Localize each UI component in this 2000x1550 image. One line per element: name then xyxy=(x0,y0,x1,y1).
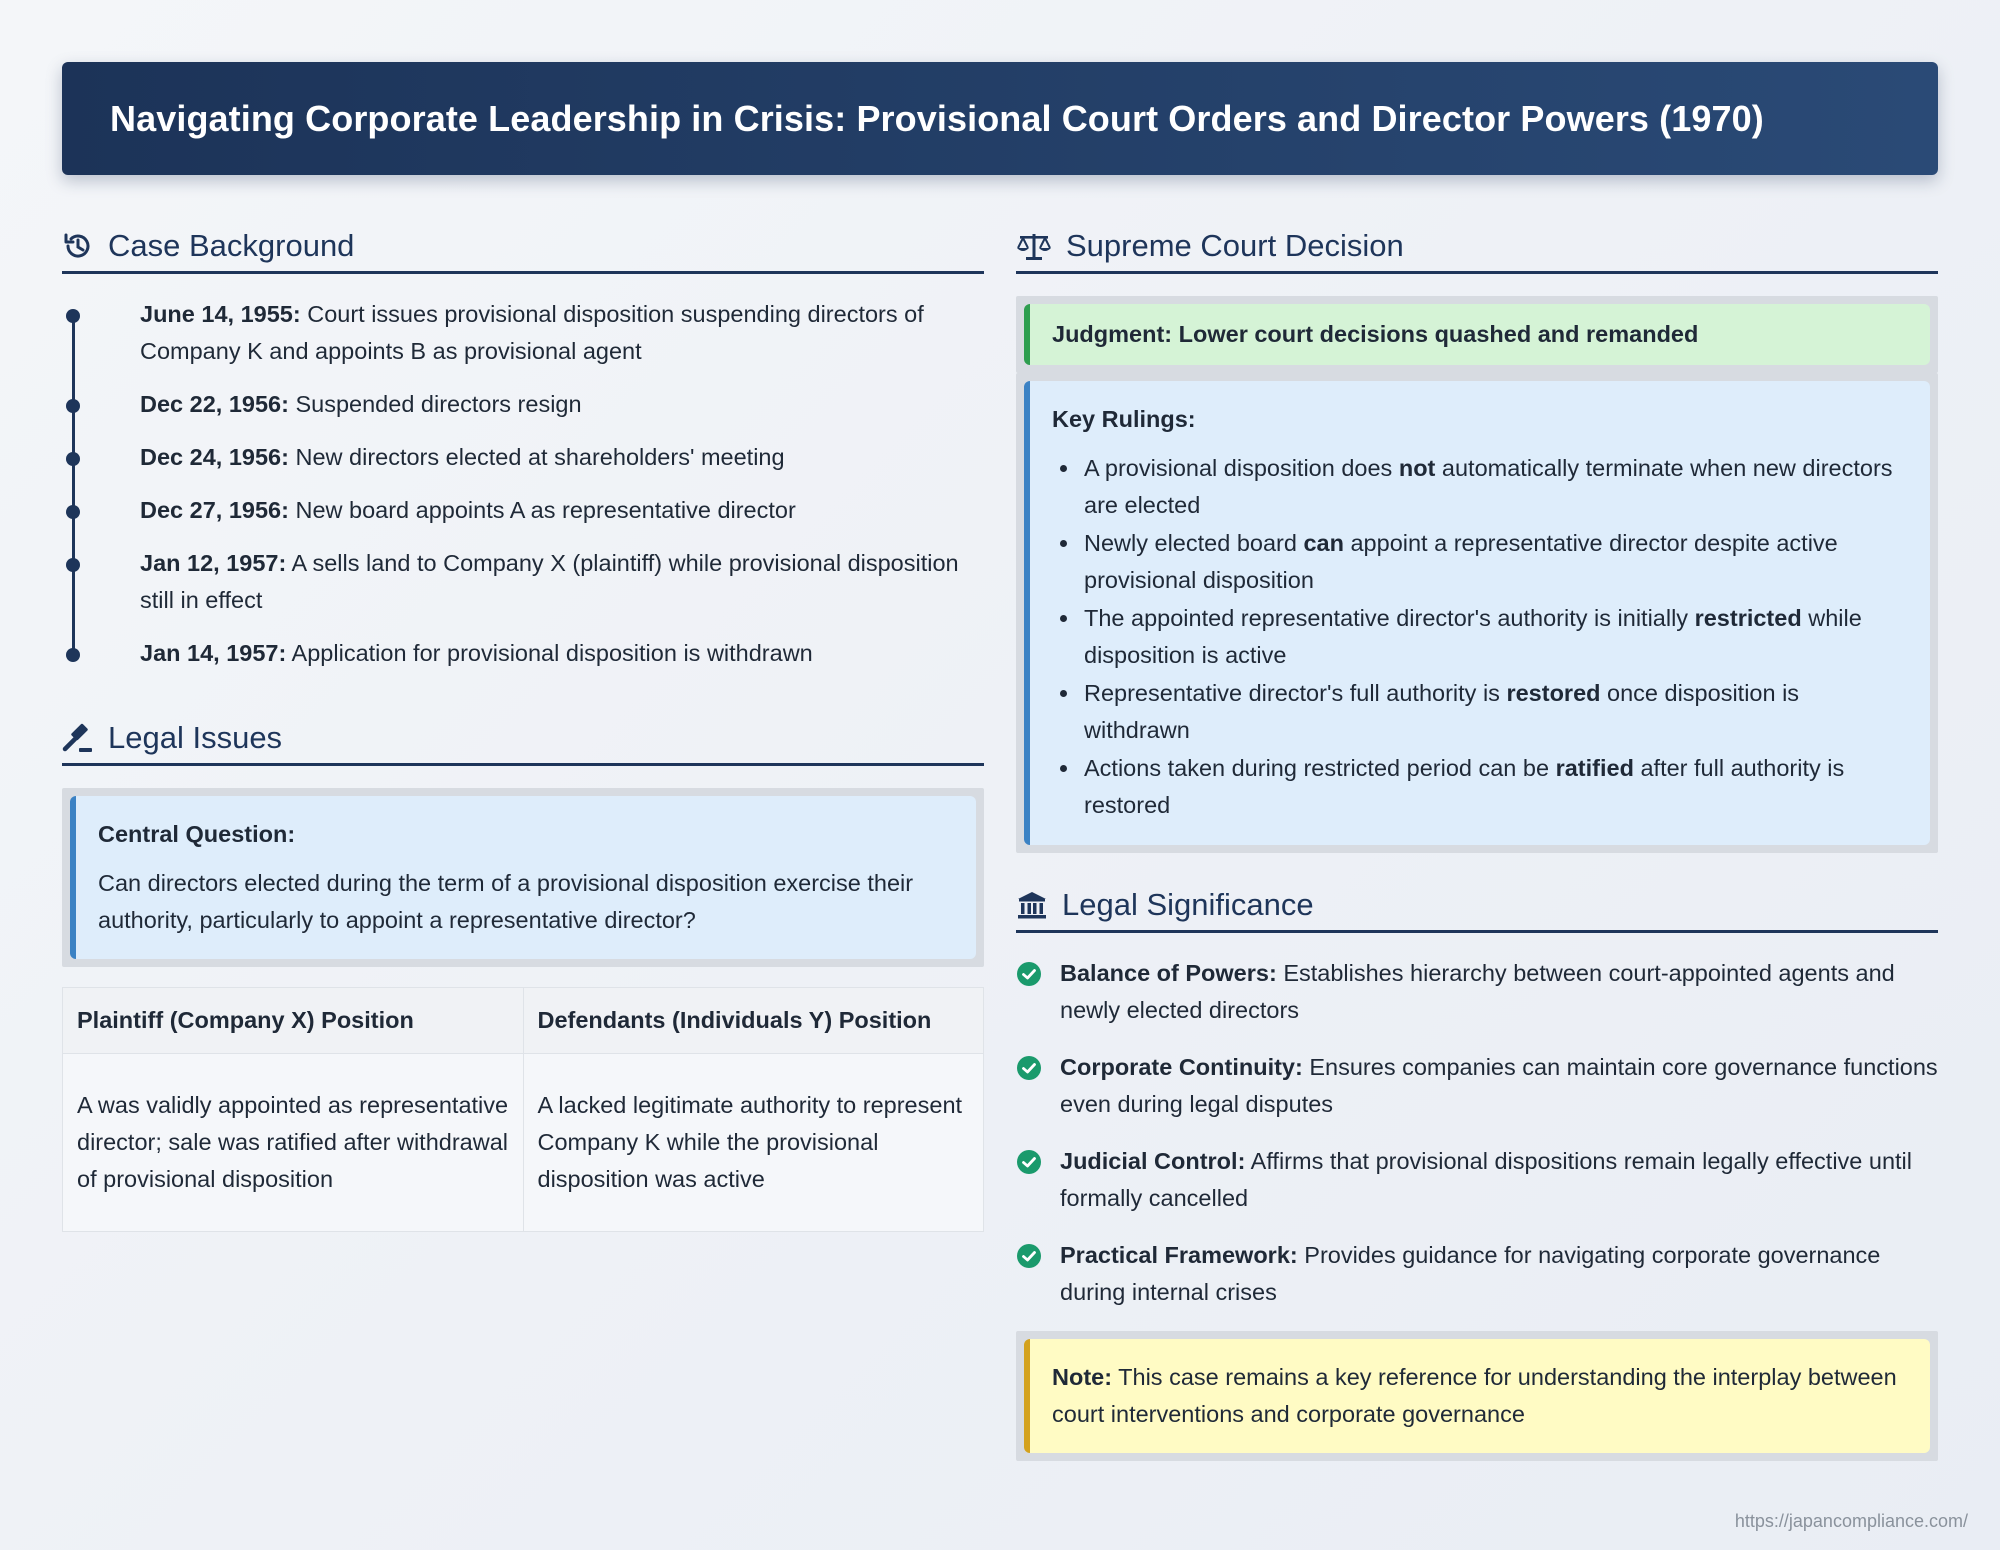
check-circle-icon xyxy=(1016,1149,1042,1175)
list-item xyxy=(1084,675,1910,749)
ruling-text: after full authority is restored xyxy=(1084,755,1845,818)
ruling-text: A provisional disposition does xyxy=(1084,455,1399,481)
list-item xyxy=(1016,1049,1938,1123)
ruling-text: Newly elected board xyxy=(1084,530,1304,556)
legal-issues-heading xyxy=(62,712,984,766)
timeline-date: Jan 14, 1957: xyxy=(140,640,287,666)
defendants-header: Defendants (Individuals Y) Position xyxy=(523,988,984,1054)
note-label: Note: xyxy=(1052,1364,1113,1390)
note-frame xyxy=(1016,1331,1938,1461)
central-question-box xyxy=(70,796,976,959)
key-rulings-label: Key Rulings: xyxy=(1052,406,1196,432)
ruling-text: Actions taken during restricted period can be xyxy=(1084,755,1556,781)
gavel-icon xyxy=(62,722,94,754)
list-item xyxy=(1084,600,1910,674)
timeline-item xyxy=(140,296,984,370)
section-title: Case Background xyxy=(108,227,355,263)
check-circle-icon xyxy=(1016,1243,1042,1269)
ruling-emphasis: restricted xyxy=(1694,605,1802,631)
list-item xyxy=(1016,955,1938,1029)
significance-list xyxy=(1016,955,1938,1311)
rulings-list xyxy=(1052,450,1910,824)
ruling-emphasis: can xyxy=(1303,530,1344,556)
judgment-box xyxy=(1024,304,1930,365)
significance-label: Practical Framework: xyxy=(1060,1242,1298,1268)
timeline-item xyxy=(140,492,984,529)
central-question-label: Central Question: xyxy=(98,821,296,847)
timeline-date: June 14, 1955: xyxy=(140,301,301,327)
ruling-text: appoint a representative director despite active provisional disposition xyxy=(1084,530,1838,593)
defendants-position: A lacked legitimate authority to represent Company K while the provisional disposition was active xyxy=(523,1054,984,1232)
significance-label: Judicial Control: xyxy=(1060,1148,1246,1174)
section-title: Supreme Court Decision xyxy=(1066,227,1404,263)
ruling-text: once disposition is withdrawn xyxy=(1084,680,1800,743)
significance-text: Provides guidance for navigating corporate governance during internal crises xyxy=(1060,1242,1881,1305)
check-circle-icon xyxy=(1016,961,1042,987)
ruling-text: Representative director's full authority is xyxy=(1084,680,1507,706)
significance-text: Affirms that provisional dispositions remain legally effective until formally cancelled xyxy=(1060,1148,1913,1211)
timeline-text: A sells land to Company X (plaintiff) while provisional disposition still in effect xyxy=(140,550,959,613)
section-title: Legal Significance xyxy=(1062,886,1314,922)
table-row xyxy=(63,1054,984,1232)
institution-icon xyxy=(1016,889,1048,921)
table-header-row xyxy=(63,988,984,1054)
page-title: Navigating Corporate Leadership in Crisis: Provisional Court Orders and Director Powers (1970) xyxy=(110,97,1764,139)
ruling-text: automatically terminate when new directors are elected xyxy=(1084,455,1893,518)
significance-label: Corporate Continuity: xyxy=(1060,1054,1303,1080)
timeline-text: Suspended directors resign xyxy=(288,391,582,417)
plaintiff-position: A was validly appointed as representative director; sale was ratified after withdrawal of provisional disposition xyxy=(63,1054,524,1232)
list-item xyxy=(1084,525,1910,599)
judgment-frame xyxy=(1016,296,1938,373)
timeline-item xyxy=(140,545,984,619)
timeline-item xyxy=(140,386,984,423)
case-background-heading xyxy=(62,220,984,274)
timeline-text: New directors elected at shareholders' meeting xyxy=(288,444,785,470)
legal-significance-heading xyxy=(1016,879,1938,933)
central-question-text: Can directors elected during the term of a provisional disposition exercise their authority, particularly to appoint a representative director? xyxy=(98,870,914,933)
footer-url: https://japancompliance.com/ xyxy=(1734,1511,1968,1531)
timeline-text: Application for provisional disposition is withdrawn xyxy=(286,640,813,666)
right-column xyxy=(1016,220,1938,1461)
ruling-text: The appointed representative director's authority is initially xyxy=(1084,605,1695,631)
timeline-date: Dec 24, 1956: xyxy=(140,444,289,470)
ruling-emphasis: not xyxy=(1398,455,1436,481)
central-question-frame xyxy=(62,788,984,967)
section-title: Legal Issues xyxy=(108,719,283,755)
judgment-text: Judgment: Lower court decisions quashed and remanded xyxy=(1052,321,1699,347)
note-text: This case remains a key reference for understanding the interplay between court interventions and corporate governance xyxy=(1052,1364,1897,1427)
plaintiff-header: Plaintiff (Company X) Position xyxy=(63,988,524,1054)
timeline-date: Jan 12, 1957: xyxy=(140,550,287,576)
list-item xyxy=(1084,450,1910,524)
significance-label: Balance of Powers: xyxy=(1060,960,1277,986)
timeline-item xyxy=(140,635,984,672)
key-rulings-frame xyxy=(1016,373,1938,853)
timeline-text: New board appoints A as representative director xyxy=(288,497,796,523)
note-box xyxy=(1024,1339,1930,1453)
list-item xyxy=(1016,1143,1938,1217)
timeline-text: Court issues provisional disposition suspending directors of Company K and appoints B as provisional agent xyxy=(140,301,924,364)
positions-table xyxy=(62,987,984,1232)
ruling-text: while disposition is active xyxy=(1084,605,1862,668)
left-column xyxy=(62,220,984,1232)
history-icon xyxy=(62,230,94,262)
scales-icon xyxy=(1016,230,1052,262)
timeline xyxy=(62,296,984,672)
check-circle-icon xyxy=(1016,1055,1042,1081)
list-item xyxy=(1016,1237,1938,1311)
significance-text: Ensures companies can maintain core governance functions even during legal disputes xyxy=(1060,1054,1938,1117)
page-header xyxy=(62,62,1938,175)
timeline-date: Dec 22, 1956: xyxy=(140,391,289,417)
supreme-court-decision-heading xyxy=(1016,220,1938,274)
list-item xyxy=(1084,750,1910,824)
timeline-item xyxy=(140,439,984,476)
key-rulings-box xyxy=(1024,381,1930,845)
ruling-emphasis: restored xyxy=(1506,680,1601,706)
ruling-emphasis: ratified xyxy=(1555,755,1634,781)
significance-text: Establishes hierarchy between court-appointed agents and newly elected directors xyxy=(1060,960,1895,1023)
timeline-date: Dec 27, 1956: xyxy=(140,497,289,523)
